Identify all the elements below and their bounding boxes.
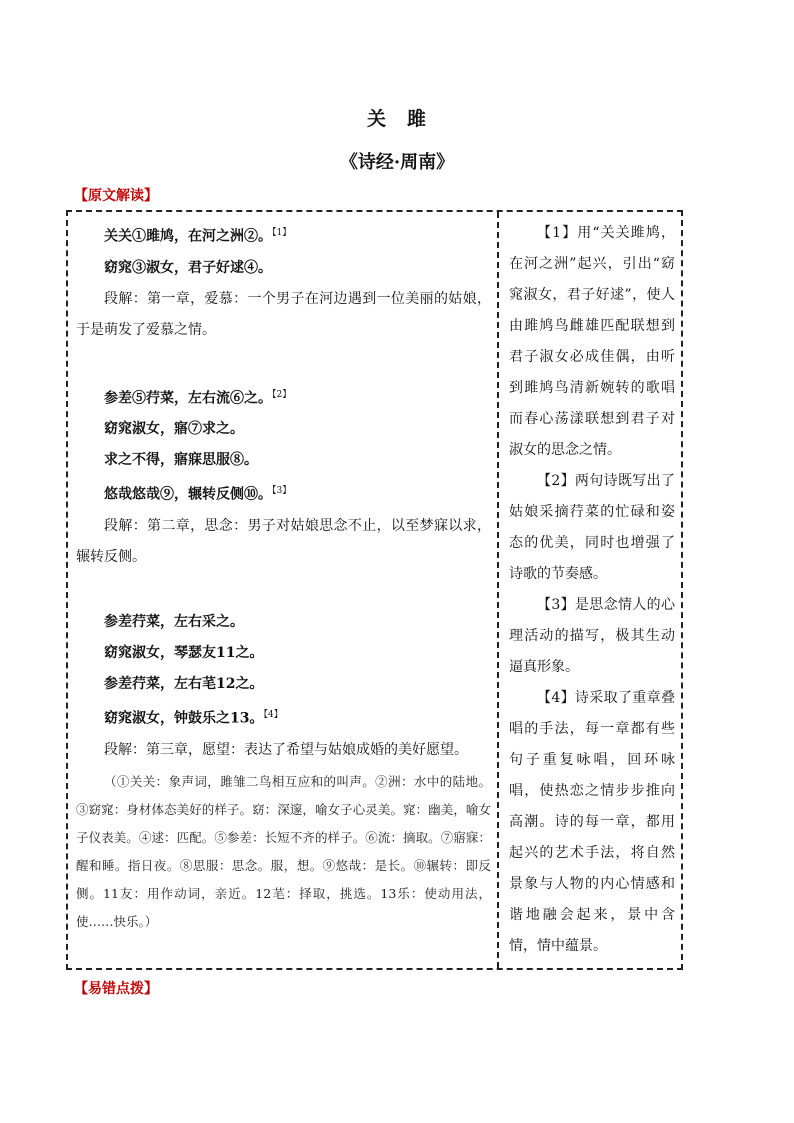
poem-line: 参差荇菜，左右芼12之。 bbox=[104, 675, 264, 692]
original-text-column bbox=[68, 212, 499, 968]
poem-line: 窈窕淑女，寤⑦求之。 bbox=[104, 421, 244, 438]
vocabulary-footnote: （①关关：象声词，雎雏二鸟相互应和的叫声。②洲：水中的陆地。③窈窕：身材体态美好的样子。窈：深邃，喻女子心灵美。窕：幽美，喻女子仪表美。④逑：匹配。⑤参差：长短不齐的样子。⑥流：摘取。⑦寤寐：醒和睡。指日夜。⑧思服：思念。服，想。⑨悠哉：是长。⑩辗转：即反侧。11友：用作动词，亲近。12芼：择取，挑选。13乐：使动用法，使……快乐。） bbox=[76, 773, 491, 929]
poem-line: 求之不得，寤寐思服⑧。 bbox=[104, 452, 258, 469]
side-note: 【4】诗采取了重章叠唱的手法，每一章都有些句子重复咏唱，回环咏唱，使热恋之情步步推向高潮。诗的每一章，都用起兴的艺术手法，将自然景象与人物的内心情感和谐地融会起来，景中含情，情中蕴景。 bbox=[509, 690, 675, 954]
stanza-analysis: 段解：第二章，思念：男子对姑娘思念不止，以至梦寐以求，辗转反侧。 bbox=[76, 517, 491, 565]
poem-line: 悠哉悠哉⑨，辗转反侧⑩。$^{【3】}$ bbox=[104, 486, 292, 503]
poem-line: 窈窕③淑女，君子好逑④。 bbox=[104, 259, 272, 276]
stanza-analysis: 段解：第一章，爱慕：一个男子在河边遇到一位美丽的姑娘，于是萌发了爱慕之情。 bbox=[76, 290, 491, 338]
page-title: 关 雎 bbox=[366, 108, 427, 130]
stanza-analysis: 段解：第三章，愿望：表达了希望与姑娘成婚的美好愿望。 bbox=[104, 741, 468, 758]
annotation-column bbox=[499, 212, 681, 968]
section-label-errors: 【易错点拨】 bbox=[74, 981, 158, 997]
page-subtitle: 《诗经·周南》 bbox=[339, 152, 455, 173]
poem-line: 参差荇菜，左右采之。 bbox=[104, 613, 244, 630]
side-note: 【1】用“关关雎鸠，在河之洲”起兴，引出“窈窕淑女，君子好逑”，使人由雎鸠鸟雌雄匹配联想到君子淑女必成佳偶，由听到雎鸠鸟清新婉转的歌唱而春心荡漾联想到君子对淑女的思念之情。 bbox=[509, 225, 675, 458]
side-note: 【2】两句诗既写出了姑娘采摘荇菜的忙碌和姿态的优美，同时也增强了诗歌的节奏感。 bbox=[509, 473, 675, 582]
poem-line: 窈窕淑女，琴瑟友11之。 bbox=[104, 644, 264, 661]
side-note: 【3】是思念情人的心理活动的描写，极其生动逼真形象。 bbox=[509, 597, 675, 675]
section-label-reading: 【原文解读】 bbox=[74, 188, 158, 204]
poem-line: 参差⑤荇菜，左右流⑥之。$^{【2】}$ bbox=[104, 389, 292, 407]
annotation-table bbox=[66, 210, 683, 970]
poem-line: 窈窕淑女，钟鼓乐之13。$^{【4】}$ bbox=[104, 709, 283, 727]
poem-line: 关关①雎鸠，在河之洲②。$^{【1】}$ bbox=[104, 228, 292, 245]
